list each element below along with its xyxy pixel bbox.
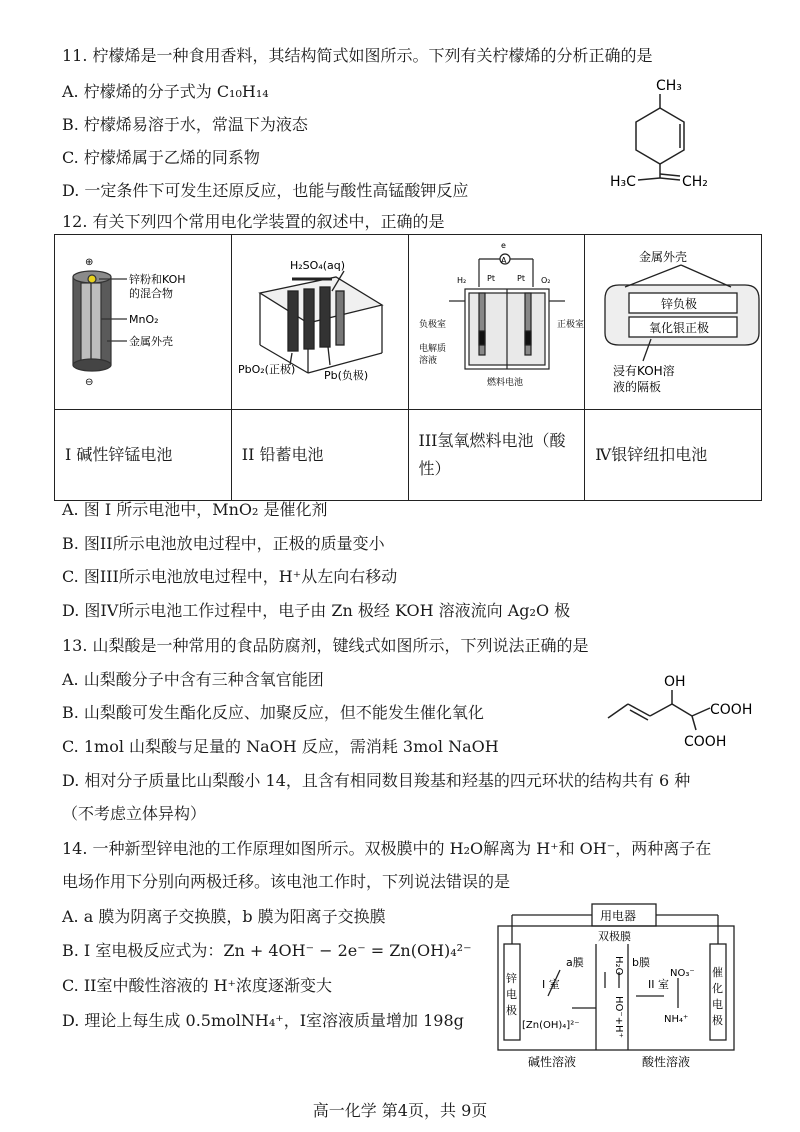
alkaline-battery-figure bbox=[55, 235, 225, 405]
q14-option-a: A. a 膜为阴离子交换膜，b 膜为阳离子交换膜 bbox=[62, 907, 386, 926]
diagram-zinc-char-1: 锌 bbox=[506, 972, 517, 985]
diagram-room2-label: II 室 bbox=[648, 978, 669, 991]
fuelcell-neg-room: 负极室 bbox=[418, 320, 446, 330]
fuel-cell-figure bbox=[409, 235, 599, 405]
q13-option-a: A. 山梨酸分子中含有三种含氧官能团 bbox=[62, 670, 324, 689]
battery4-label-sep2: 液的隔板 bbox=[613, 380, 662, 394]
diagram-cat-char-1: 催 bbox=[712, 966, 723, 979]
diagram-zinc-char-2: 电 bbox=[506, 988, 517, 1001]
diagram-acidic-solution-label: 酸性溶液 bbox=[642, 1055, 691, 1069]
page-footer: 高一化学 第4页，共 9页 bbox=[312, 1101, 488, 1120]
diagram-cat-char-4: 极 bbox=[712, 1014, 723, 1027]
caption-battery-4: Ⅳ银锌纽扣电池 bbox=[585, 410, 762, 501]
fuelcell-electrolyte-2: 溶液 bbox=[418, 356, 437, 366]
diagram-a-membrane-label: a膜 bbox=[566, 956, 584, 969]
sorbic-oh-label: OH bbox=[664, 674, 686, 690]
q13-option-d: D. 相对分子质量比山梨酸小 14，且含有相同数目羧基和羟基的四元环状的结构共有 6 种 bbox=[62, 771, 691, 790]
zinc-battery-diagram bbox=[492, 900, 742, 1072]
q12-option-c: C. 图III所示电池放电过程中，H⁺从左向右移动 bbox=[62, 567, 398, 586]
fuelcell-name: 燃料电池 bbox=[486, 378, 523, 388]
fuelcell-electron: e bbox=[500, 241, 506, 250]
lead-acid-battery-figure bbox=[232, 235, 402, 405]
diagram-zinc-char-3: 极 bbox=[506, 1004, 517, 1017]
battery1-label-zinc: 锌粉和KOH bbox=[129, 273, 186, 286]
q13-stem: 13. 山梨酸是一种常用的食品防腐剂，键线式如图所示，下列说法正确的是 bbox=[62, 636, 589, 655]
limonene-ch2-label: CH₂ bbox=[682, 174, 708, 190]
q13-option-d-note: （不考虑立体异构） bbox=[62, 804, 207, 823]
button-battery-figure bbox=[585, 235, 780, 405]
q11-option-d: D. 一定条件下可发生还原反应，也能与酸性高锰酸钾反应 bbox=[62, 181, 469, 200]
diagram-device-label: 用电器 bbox=[600, 909, 637, 923]
battery1-label-mixture: 的混合物 bbox=[129, 287, 173, 300]
battery2-label-positive: PbO₂(正极) bbox=[237, 363, 296, 376]
fuelcell-electrolyte-1: 电解质 bbox=[418, 344, 446, 354]
fuelcell-h2: H₂ bbox=[456, 276, 466, 285]
q13-option-b: B. 山梨酸可发生酯化反应、加聚反应，但不能发生催化氧化 bbox=[62, 703, 484, 722]
q14-option-d: D. 理论上每生成 0.5molNH₄⁺，I室溶液质量增加 198g bbox=[62, 1011, 464, 1030]
limonene-ch3-label: CH₃ bbox=[656, 78, 682, 94]
fuelcell-pt-left: Pt bbox=[486, 274, 495, 283]
diagram-b-membrane-label: b膜 bbox=[632, 956, 650, 969]
diagram-nitrate-label: NO₃⁻ bbox=[670, 968, 695, 979]
limonene-structure-figure bbox=[600, 76, 720, 194]
q13-option-c: C. 1mol 山梨酸与足量的 NaOH 反应，需消耗 3mol NaOH bbox=[62, 737, 499, 756]
battery2-label-negative: Pb(负极) bbox=[323, 369, 368, 382]
fuelcell-o2: O₂ bbox=[540, 276, 551, 285]
battery1-label-shell: 金属外壳 bbox=[129, 335, 173, 348]
sorbic-cooh-lower-label: COOH bbox=[684, 734, 727, 750]
battery4-label-sep1: 浸有KOH溶 bbox=[613, 364, 675, 378]
battery4-label-ag: 氧化银正极 bbox=[649, 321, 710, 335]
fuelcell-pos-room: 正极室 bbox=[556, 320, 584, 330]
diagram-cat-char-2: 化 bbox=[712, 982, 723, 995]
diagram-room1-label: I 室 bbox=[542, 978, 560, 991]
q12-option-b: B. 图II所示电池放电过程中，正极的质量变小 bbox=[62, 534, 385, 553]
battery-figure-4-cell bbox=[585, 235, 762, 410]
q11-option-b: B. 柠檬烯易溶于水，常温下为液态 bbox=[62, 115, 308, 134]
q14-option-c: C. II室中酸性溶液的 H⁺浓度逐渐变大 bbox=[62, 976, 332, 995]
battery1-plus-sign: ⊕ bbox=[85, 257, 94, 268]
caption-battery-2: II 铅蓄电池 bbox=[231, 410, 408, 501]
battery-figure-3-cell bbox=[408, 235, 585, 410]
battery4-label-zn: 锌负极 bbox=[661, 297, 698, 311]
sorbic-acid-structure-figure bbox=[600, 670, 752, 760]
caption-battery-3: III氢氧燃料电池（酸性） bbox=[408, 410, 585, 501]
q14-stem-line-1: 14. 一种新型锌电池的工作原理如图所示。双极膜中的 H₂O解离为 H⁺和 OH⁻，两种离子在 bbox=[62, 839, 712, 858]
diagram-zincate-label: [Zn(OH)₄]²⁻ bbox=[522, 1020, 580, 1031]
diagram-ammonium-label: NH₄⁺ bbox=[664, 1014, 689, 1025]
q14-stem-line-2: 电场作用下分别向两极迁移。该电池工作时，下列说法错误的是 bbox=[62, 872, 511, 891]
battery1-minus-sign: ⊖ bbox=[85, 377, 94, 388]
battery2-label-acid: H₂SO₄(aq) bbox=[289, 259, 345, 272]
q12-option-d: D. 图IV所示电池工作过程中，电子由 Zn 极经 KOH 溶液流向 Ag₂O 极 bbox=[62, 601, 571, 620]
diagram-basic-solution-label: 碱性溶液 bbox=[528, 1055, 577, 1069]
diagram-water-label: H₂O bbox=[613, 956, 624, 976]
q11-stem: 11. 柠檬烯是一种食用香料，其结构简式如图所示。下列有关柠檬烯的分析正确的是 bbox=[62, 46, 653, 65]
diagram-dissociation-label: HO⁻+H⁺ bbox=[613, 996, 624, 1038]
battery1-label-mno2: MnO₂ bbox=[129, 313, 159, 326]
battery-figure-1-cell bbox=[55, 235, 232, 410]
sorbic-cooh-upper-label: COOH bbox=[710, 702, 752, 718]
fuelcell-ammeter: A bbox=[500, 256, 506, 265]
q11-option-a: A. 柠檬烯的分子式为 C₁₀H₁₄ bbox=[62, 82, 269, 101]
limonene-h3c-label: H₃C bbox=[610, 174, 636, 190]
q11-option-c: C. 柠檬烯属于乙烯的同系物 bbox=[62, 148, 260, 167]
fuelcell-pt-right: Pt bbox=[516, 274, 525, 283]
q14-option-b: B. I 室电极反应式为：Zn + 4OH⁻ − 2e⁻ = Zn(OH)₄²⁻ bbox=[62, 941, 472, 960]
q12-option-a: A. 图 I 所示电池中，MnO₂ 是催化剂 bbox=[62, 500, 328, 519]
q12-stem: 12. 有关下列四个常用电化学装置的叙述中，正确的是 bbox=[62, 212, 445, 231]
battery-figure-2-cell bbox=[231, 235, 408, 410]
diagram-cat-char-3: 电 bbox=[712, 998, 723, 1011]
caption-battery-1: I 碱性锌锰电池 bbox=[55, 410, 232, 501]
diagram-bipolar-label: 双极膜 bbox=[598, 930, 631, 943]
battery4-label-shell: 金属外壳 bbox=[639, 250, 688, 264]
battery-table bbox=[54, 234, 762, 501]
